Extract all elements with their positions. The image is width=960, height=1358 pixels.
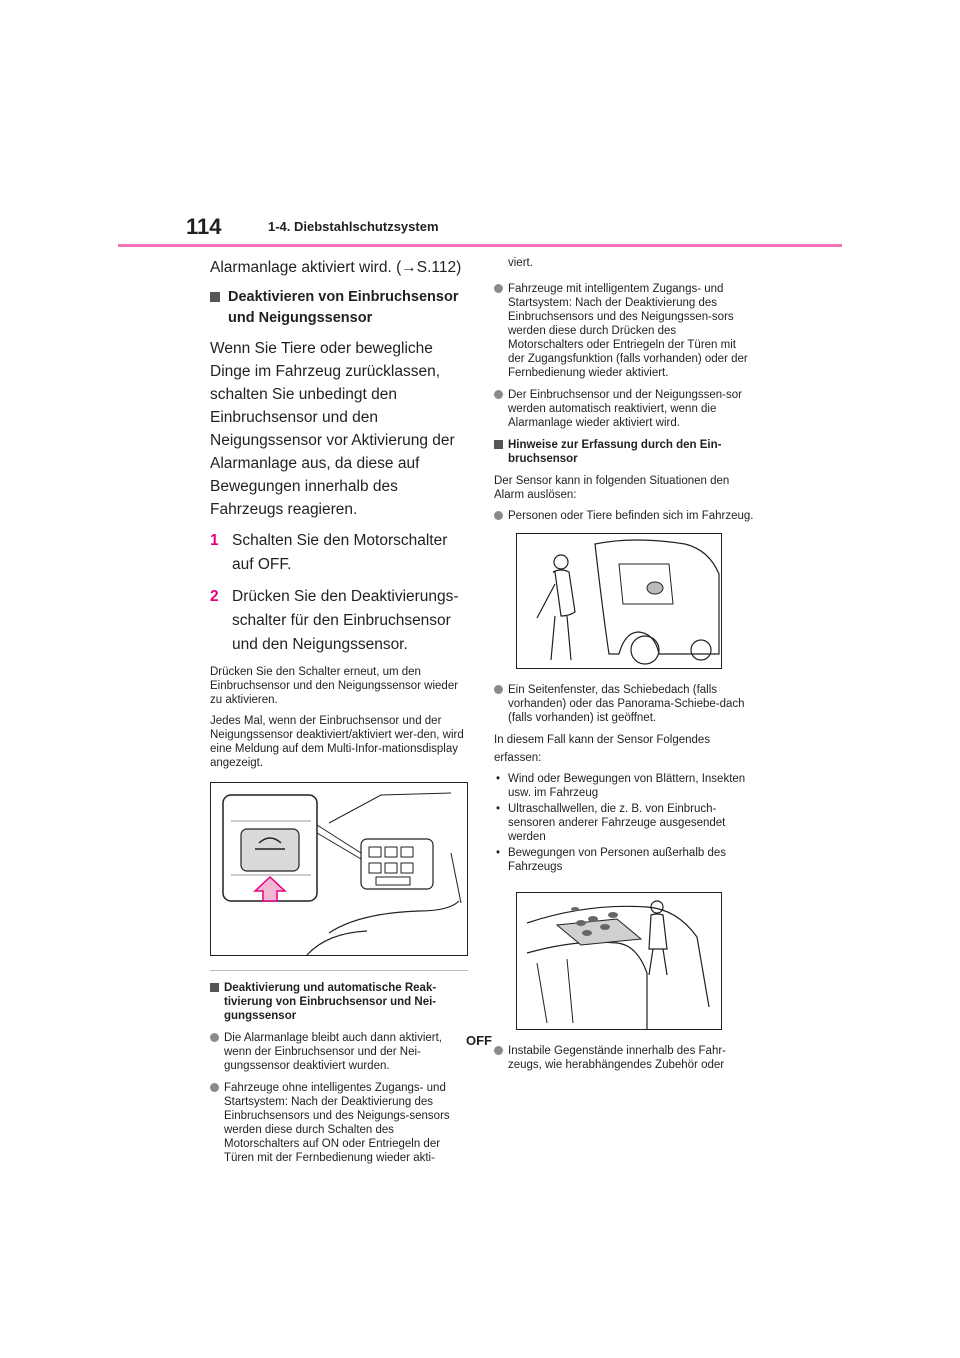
list-item: Fahrzeuge mit intelligentem Zugangs- und Startsystem: Nach der Deaktivierung des Einbruchsensors und des Neigungssen-sors werden diese durch Drücken des Motorschalters oder Entriegeln der Türen mit der Zugangsfunktion (falls vorhanden) oder der Fernbedienung wieder aktiviert. bbox=[494, 282, 754, 380]
list-item: Ein Seitenfenster, das Schiebedach (falls vorhanden) oder das Panorama-Schiebe-dach (falls vorhanden) ist geöffnet. bbox=[494, 683, 754, 725]
dash-marker: • bbox=[496, 847, 501, 859]
left-column bbox=[210, 256, 492, 1173]
list-item: Fahrzeuge ohne intelligentes Zugangs- und Startsystem: Nach der Deaktivierung des Einbruchsensors und des Neigungs-sensors werden diese durch Schalten des Motorschalters auf ON oder Entriegeln der Türen mit der Fernbedienung wieder akti- bbox=[210, 1081, 468, 1165]
heading-detection-notes: Hinweise zur Erfassung durch den Ein-bruchsensor bbox=[494, 438, 754, 466]
circle-bullet-icon bbox=[494, 1046, 503, 1055]
heading-reactivation bbox=[210, 981, 468, 1023]
list-item: • Wind oder Bewegungen von Blättern, Insekten usw. im Fahrzeug bbox=[496, 773, 746, 799]
circle-bullet-icon bbox=[210, 1033, 219, 1042]
list-item: • Bewegungen von Personen außerhalb des Fahrzeugs bbox=[496, 847, 727, 873]
off-button-label: OFF bbox=[466, 1033, 492, 1048]
figure-sunroof-leaves bbox=[516, 892, 722, 1030]
step-1 bbox=[210, 529, 468, 577]
page-header bbox=[0, 0, 960, 250]
right-column bbox=[494, 256, 754, 1080]
figure-person-dog-car bbox=[516, 533, 722, 669]
heading-deactivate bbox=[210, 287, 468, 329]
step-2-number: 2 bbox=[210, 588, 219, 605]
note-reactivate: Drücken Sie den Schalter erneut, um den Einbruchsensor und den Neigungssensor wieder zu aktivieren. bbox=[210, 666, 459, 706]
paragraph-case-b: erfassen: bbox=[494, 752, 542, 764]
heading-reactivation-text: Deaktivierung und automatische Reak-tivierung von Einbruchsensor und Nei-gungssensor bbox=[224, 982, 437, 1022]
continuation-text: viert. bbox=[508, 257, 533, 269]
square-bullet-icon bbox=[494, 440, 503, 449]
step-1-text: Schalten Sie den Motorschalter auf OFF. bbox=[232, 532, 448, 573]
dash-marker: • bbox=[496, 803, 501, 815]
square-bullet-icon bbox=[210, 983, 219, 992]
list-item: Instabile Gegenstände innerhalb des Fahr-zeugs, wie herabhängendes Zubehör oder bbox=[494, 1044, 754, 1072]
overhead-console-illustration bbox=[211, 783, 467, 955]
page-number: 114 bbox=[186, 214, 222, 239]
divider bbox=[210, 970, 468, 971]
heading-deactivate-text: Deaktivieren von Einbruchsensor und Neigungssensor bbox=[228, 289, 459, 326]
circle-bullet-icon bbox=[494, 390, 503, 399]
circle-bullet-icon bbox=[494, 284, 503, 293]
person-and-dog-illustration bbox=[517, 534, 721, 668]
list-item: • Ultraschallwellen, die z. B. von Einbruch-sensoren anderer Fahrzeuge ausgesendet werden bbox=[496, 803, 726, 843]
paragraph-pets: Wenn Sie Tiere oder bewegliche Dinge im Fahrzeug zurücklassen, schalten Sie unbedingt den Einbruchsensor und den Neigungssensor vor Aktivierung der Alarmanlage aus, da diese auf Bewegungen innerhalb des Fahrzeugs reagieren. bbox=[210, 340, 455, 518]
note-message: Jedes Mal, wenn der Einbruchsensor und der Neigungssensor deaktiviert/aktiviert wer-den, wird eine Meldung auf dem Multi-Infor-mationsdisplay angezeigt. bbox=[210, 715, 464, 769]
section-title: 1-4. Diebstahlschutzsystem bbox=[268, 219, 439, 234]
paragraph-situations: Der Sensor kann in folgenden Situationen den Alarm auslösen: bbox=[494, 475, 730, 501]
list-item: Personen oder Tiere befinden sich im Fahrzeug. bbox=[494, 509, 754, 523]
step-2 bbox=[210, 585, 468, 657]
sunroof-leaves-illustration bbox=[517, 893, 721, 1029]
list-item: Der Einbruchsensor und der Neigungssen-sor werden automatisch reaktiviert, wenn die Alarmanlage wieder aktiviert wird. bbox=[494, 388, 754, 430]
circle-bullet-icon bbox=[210, 1083, 219, 1092]
header-rule bbox=[118, 244, 842, 247]
list-item: Die Alarmanlage bleibt auch dann aktiviert, wenn der Einbruchsensor und der Nei-gungssensor deaktiviert wurden. bbox=[210, 1031, 468, 1073]
circle-bullet-icon bbox=[494, 511, 503, 520]
circle-bullet-icon bbox=[494, 685, 503, 694]
square-bullet-icon bbox=[210, 292, 220, 302]
dash-marker: • bbox=[496, 773, 501, 785]
step-2-text: Drücken Sie den Deaktivierungs-schalter für den Einbruchsensor und den Neigungssensor. bbox=[232, 588, 459, 653]
step-1-number: 1 bbox=[210, 532, 219, 549]
intro-text: Alarmanlage aktiviert wird. (→S.112) bbox=[210, 259, 462, 276]
paragraph-case-a: In diesem Fall kann der Sensor Folgendes bbox=[494, 734, 711, 746]
